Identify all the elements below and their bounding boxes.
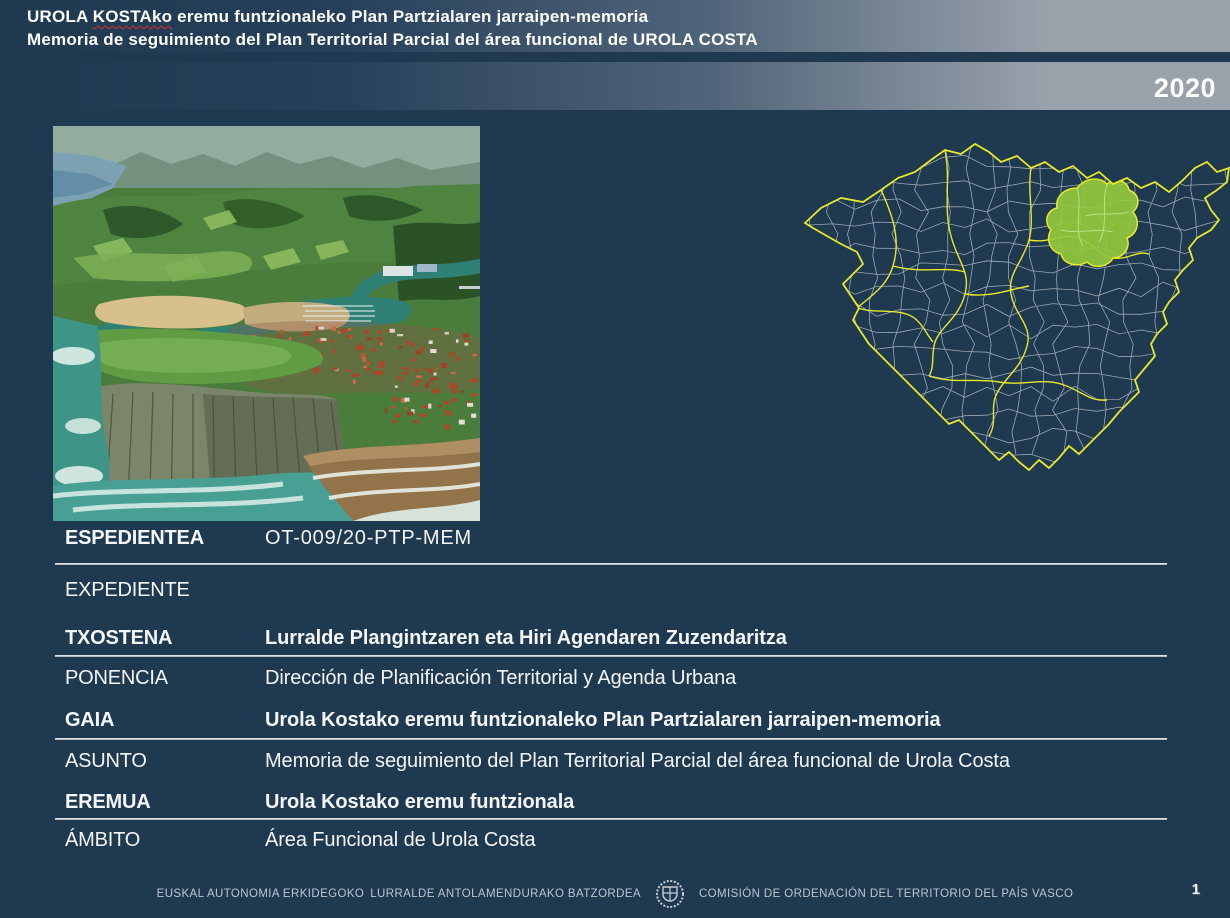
title-basque-misspelled-word: KOSTAko xyxy=(92,7,173,26)
row-value: OT-009/20-PTP-MEM xyxy=(265,527,472,549)
photo-bridge xyxy=(459,286,480,289)
page-number: 1 xyxy=(1191,881,1200,898)
divider-rule xyxy=(55,655,1167,657)
row-label: EXPEDIENTE xyxy=(65,579,190,601)
title-basque-pre: UROLA xyxy=(27,7,88,26)
aerial-photo-urola-coast xyxy=(53,126,480,521)
basque-country-map xyxy=(793,128,1230,473)
row-label: EREMUA xyxy=(65,791,151,813)
row-value: Lurralde Plangintzaren eta Hiri Agendaren Zuzendaritza xyxy=(265,627,787,649)
row-label: ASUNTO xyxy=(65,750,147,772)
basque-government-seal-icon xyxy=(655,879,685,909)
table-row-ponencia xyxy=(65,667,1170,690)
row-label: ESPEDIENTEA xyxy=(65,527,204,549)
footer xyxy=(0,874,1230,914)
table-row-txostena xyxy=(65,627,1170,650)
slide-header xyxy=(0,0,1230,52)
photo-warehouse xyxy=(383,266,413,276)
row-value: Memoria de seguimiento del Plan Territorial Parcial del área funcional de Urola Costa xyxy=(265,750,1010,772)
urola-kosta-highlight xyxy=(1047,179,1138,266)
photo-beach xyxy=(95,296,247,329)
table-row-eremua xyxy=(65,791,1170,814)
row-label: TXOSTENA xyxy=(65,627,173,649)
row-value: Urola Kostako eremu funtzionala xyxy=(265,791,575,813)
row-value: Área Funcional de Urola Costa xyxy=(265,829,536,851)
row-label: PONENCIA xyxy=(65,667,168,689)
title-basque xyxy=(27,5,1230,28)
title-spanish: Memoria de seguimiento del Plan Territorial Parcial del área funcional de UROLA COSTA xyxy=(27,30,758,49)
table-row-gaia xyxy=(65,709,1170,732)
row-value: Dirección de Planificación Territorial y Agenda Urbana xyxy=(265,667,737,689)
title-basque-rest: eremu funtzionaleko Plan Partzialaren jarraipen-memoria xyxy=(177,7,649,26)
table-row-expediente xyxy=(65,579,1170,602)
footer-left-basque: EUSKAL AUTONOMIA ERKIDEGOKO LURRALDE ANTOLAMENDURAKO BATZORDEA xyxy=(156,888,641,900)
year-band xyxy=(0,62,1230,110)
table-row-espedientea xyxy=(65,527,1170,550)
row-label: ÁMBITO xyxy=(65,829,141,851)
table-row-ambito xyxy=(65,829,1170,852)
divider-rule xyxy=(55,818,1167,820)
table-row-asunto xyxy=(65,750,1170,773)
year-label: 2020 xyxy=(1153,73,1216,103)
row-value: Urola Kostako eremu funtzionaleko Plan Partzialaren jarraipen-memoria xyxy=(265,709,941,731)
row-label: GAIA xyxy=(65,709,115,731)
footer-right-spanish: COMISIÓN DE ORDENACIÓN DEL TERRITORIO DEL PAÍS VASCO xyxy=(698,888,1074,900)
divider-rule xyxy=(55,738,1167,740)
basque-country-outline xyxy=(805,144,1229,470)
divider-rule xyxy=(55,563,1167,565)
